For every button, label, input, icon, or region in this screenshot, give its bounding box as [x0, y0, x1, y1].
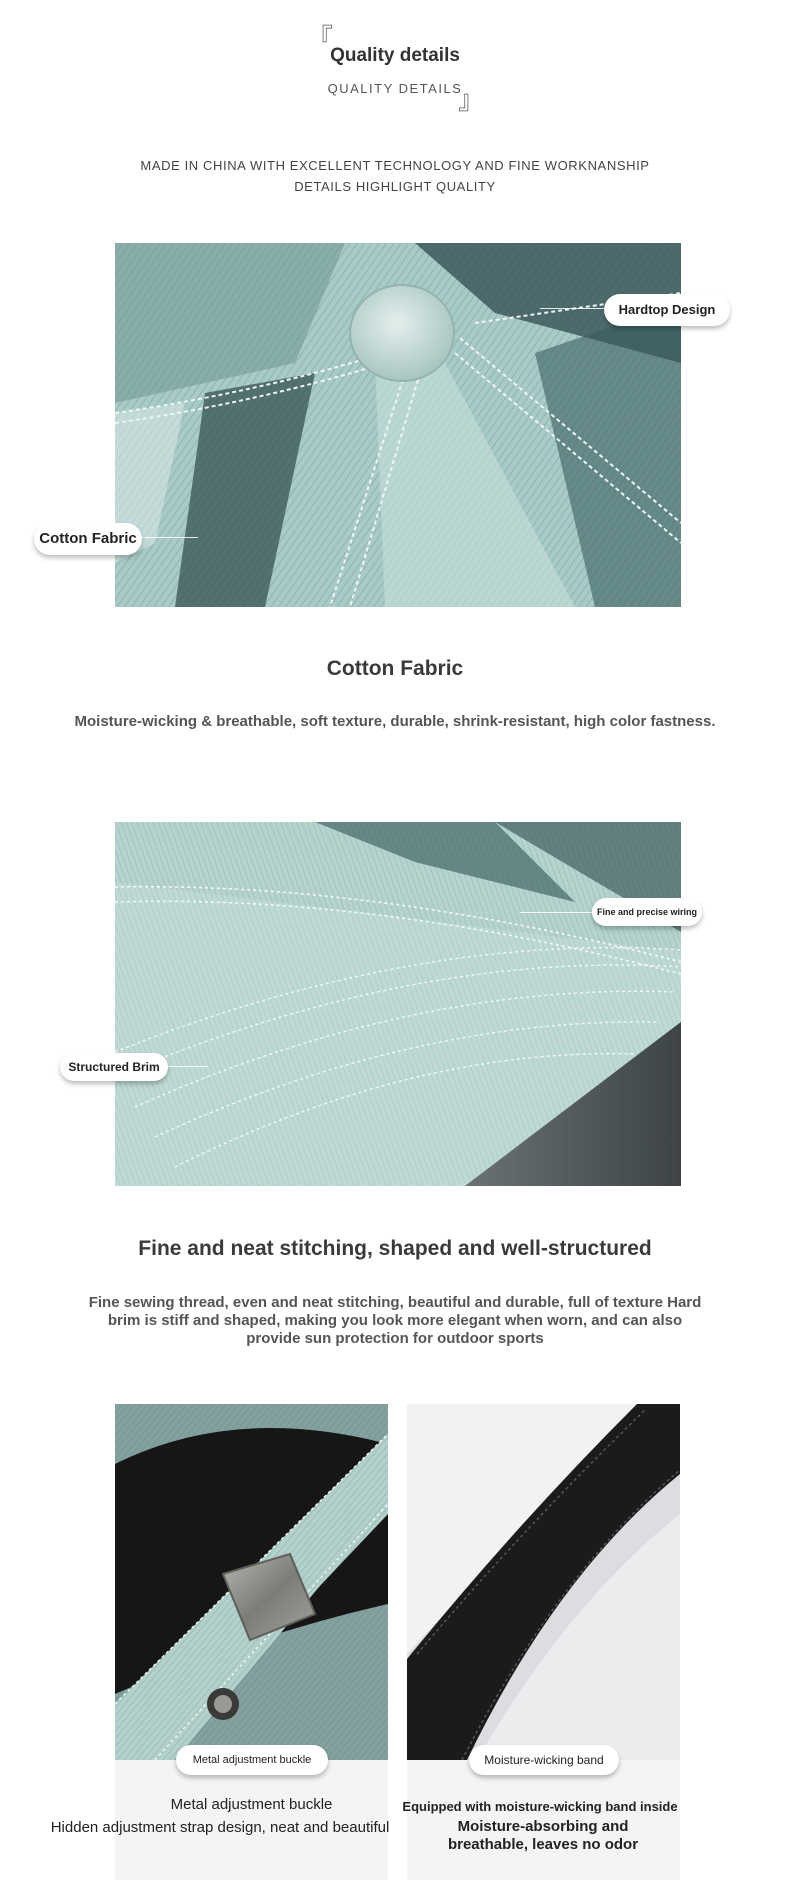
quality-header	[0, 0, 790, 140]
cotton-leader-line	[140, 537, 198, 538]
crown-button-photo	[115, 243, 681, 607]
hardtop-leader-line	[540, 308, 606, 309]
section2-title: Fine and neat stitching, shaped and well-structured	[138, 1237, 652, 1260]
left-caption-text: Hidden adjustment strap design, neat and beautiful	[50, 1819, 390, 1836]
page-title: Quality details	[330, 45, 460, 66]
bracket-open-icon: 『	[307, 24, 334, 54]
callout-cotton-fabric: Cotton Fabric	[34, 523, 142, 555]
callout-moisture-band: Moisture-wicking band	[469, 1745, 619, 1775]
right-caption-text: Moisture-absorbing and breathable, leaves no odor	[447, 1818, 639, 1853]
intro-text	[0, 155, 790, 197]
page-subtitle: QUALITY DETAILS	[327, 81, 463, 96]
brim-stitching-photo	[115, 822, 681, 1186]
callout-structured-brim: Structured Brim	[60, 1053, 168, 1081]
metal-buckle-photo	[115, 1404, 388, 1760]
section1-description: Moisture-wicking & breathable, soft texture, durable, shrink-resistant, high color fastness.	[74, 713, 716, 730]
section1-title: Cotton Fabric	[326, 657, 464, 680]
right-caption-title: Equipped with moisture-wicking band inside	[402, 1799, 678, 1814]
intro-line-1: MADE IN CHINA WITH EXCELLENT TECHNOLOGY AND FINE WORKNANSHIP	[140, 158, 650, 173]
section2-description: Fine sewing thread, even and neat stitching, beautiful and durable, full of texture Hard brim is stiff and shaped, making you look more elegant when worn, and can also provide sun protection for outdoor sports	[88, 1294, 702, 1347]
callout-metal-buckle: Metal adjustment buckle	[176, 1745, 328, 1775]
brim-leader-line	[168, 1066, 208, 1067]
bracket-close-icon: 』	[458, 86, 485, 116]
intro-line-2: DETAILS HIGHLIGHT QUALITY	[294, 179, 496, 194]
moisture-band-photo	[407, 1404, 680, 1760]
left-caption-title: Metal adjustment buckle	[170, 1796, 333, 1813]
wiring-leader-line	[520, 912, 594, 913]
callout-hardtop-design: Hardtop Design	[604, 294, 730, 326]
callout-fine-precise-wiring: Fine and precise wiring	[592, 898, 702, 926]
